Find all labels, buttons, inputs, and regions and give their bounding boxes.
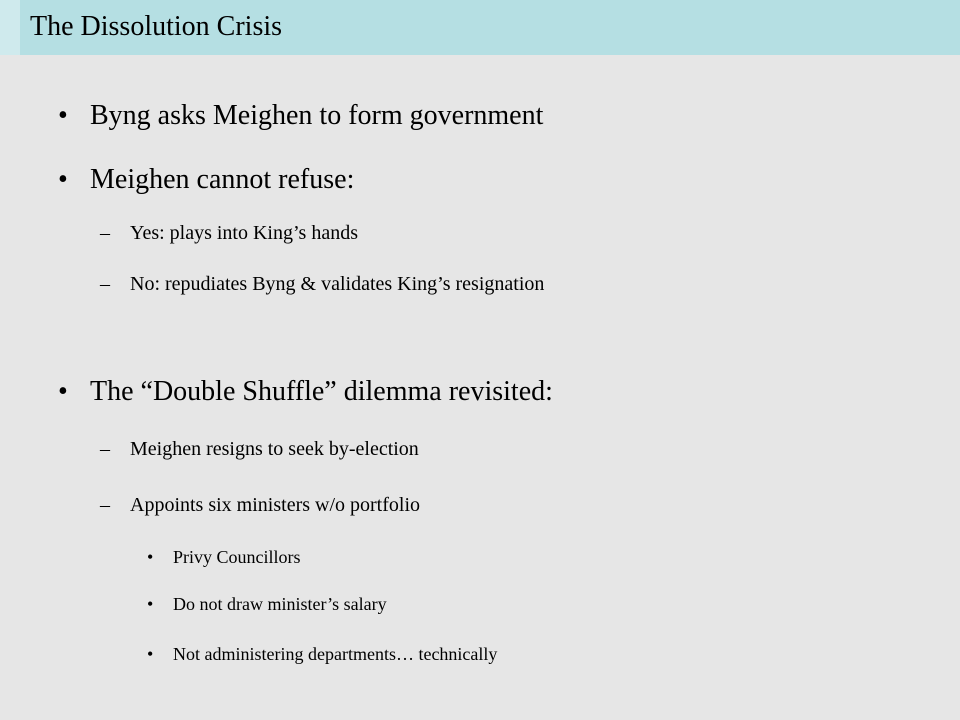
bullet-marker: • (58, 376, 68, 407)
title-bar (0, 0, 960, 55)
bullet-marker: • (58, 100, 68, 131)
dash-marker: – (100, 438, 110, 460)
sub-sub-item-privy (147, 545, 301, 569)
sub-item-text: No: repudiates Byng & validates King’s resignation (130, 273, 545, 295)
sub-sub-item-departments (147, 642, 498, 666)
sub-sub-item-text: Not administering departments… technically (173, 644, 498, 664)
sub-item-appoints (100, 491, 420, 519)
sub-sub-item-salary (147, 592, 387, 616)
bullet-text: The “Double Shuffle” dilemma revisited: (90, 376, 553, 407)
bullet-marker: • (147, 594, 154, 614)
title-bar-accent (0, 0, 20, 55)
bullet-text: Byng asks Meighen to form government (90, 100, 544, 131)
sub-item-text: Yes: plays into King’s hands (130, 222, 358, 244)
slide-title: The Dissolution Crisis (30, 11, 283, 42)
sub-item-yes (100, 219, 358, 247)
sub-sub-item-text: Privy Councillors (173, 547, 301, 567)
bullet-marker: • (58, 164, 68, 195)
sub-item-resigns (100, 435, 419, 463)
bullet-item-cannot-refuse (58, 162, 355, 198)
dash-marker: – (100, 222, 110, 244)
sub-sub-item-text: Do not draw minister’s salary (173, 594, 387, 614)
dash-marker: – (100, 494, 110, 516)
bullet-item-form-government (58, 98, 544, 134)
bullet-item-double-shuffle (58, 374, 553, 410)
sub-item-no (100, 270, 545, 298)
bullet-text: Meighen cannot refuse: (90, 164, 355, 195)
dash-marker: – (100, 273, 110, 295)
bullet-marker: • (147, 547, 154, 567)
sub-item-text: Meighen resigns to seek by-election (130, 438, 419, 460)
bullet-marker: • (147, 644, 154, 664)
sub-item-text: Appoints six ministers w/o portfolio (130, 494, 420, 516)
